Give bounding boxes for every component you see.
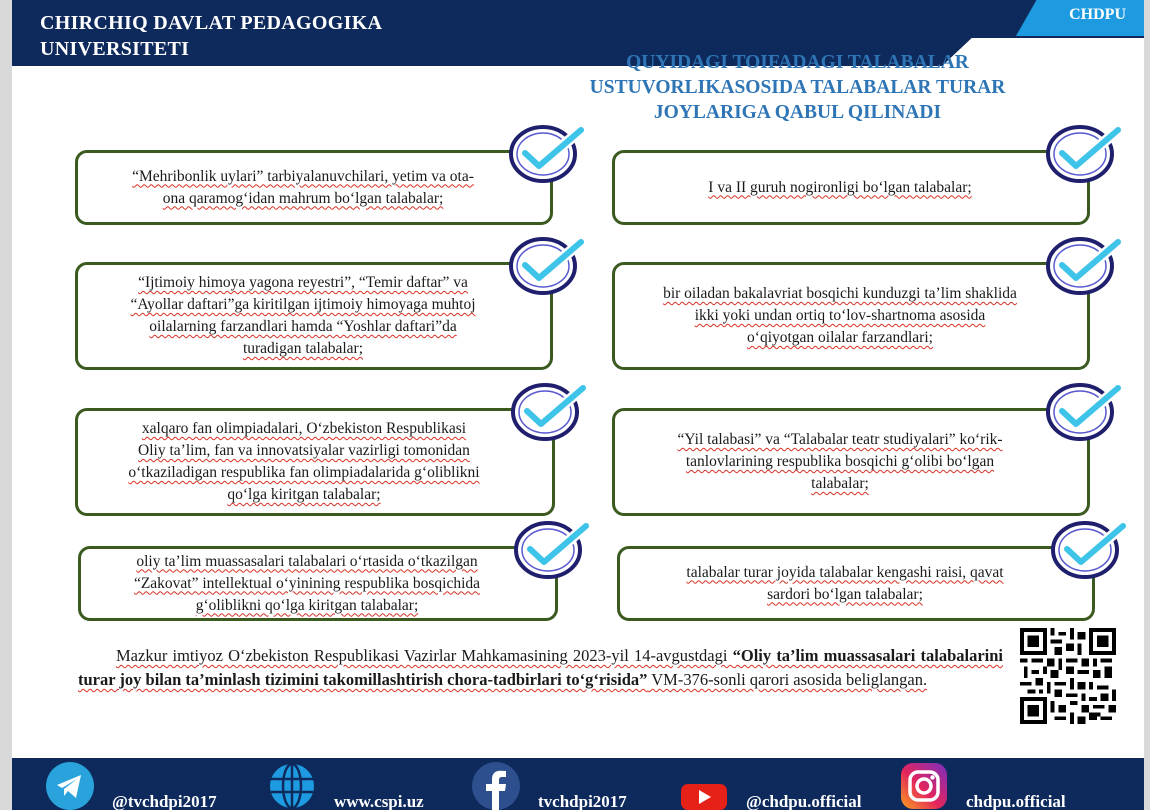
category-text-line: talabalar; [811, 475, 869, 492]
category-text-line: o‘tkaziladigan respublika fan olimpiadalarida g‘oliblikni [128, 464, 480, 481]
category-card [612, 262, 1090, 370]
social-website[interactable] [268, 762, 424, 810]
qr-code-icon [1020, 628, 1116, 724]
checkmark-icon [1046, 122, 1122, 184]
category-card [617, 546, 1095, 621]
category-card [612, 150, 1090, 225]
title-line1: QUYIDAGI TOIFADAGI TALABALAR [626, 52, 969, 73]
category-text [132, 166, 474, 210]
category-card [75, 262, 553, 370]
category-text-line: bir oiladan bakalavriat bosqichi kunduzgi ta’lim shaklida [663, 285, 1017, 302]
category-text-line: sardori bo‘lgan talabalar; [767, 585, 923, 603]
decree-paragraph [78, 644, 1003, 692]
category-text [663, 283, 1017, 349]
globe-icon [268, 762, 316, 810]
category-text [686, 562, 1003, 606]
decree-suffix: VM-376-sonli qarori asosida beliglangan. [647, 670, 928, 689]
checkmark-icon [1051, 518, 1127, 580]
category-text-line: talabalar turar joyida talabalar kengashi raisi, qavat [686, 563, 1004, 581]
category-text-line: qo‘lga kiritgan talabalar; [227, 486, 381, 503]
decree-prefix: Mazkur imtiyoz O‘zbekiston Respublikasi Vazirlar Mahkamasining 2023-yil 14-avgustdagi [116, 646, 733, 665]
category-text-line: xalqaro fan olimpiadalari, O‘zbekiston Respublikasi [141, 420, 467, 437]
checkmark-icon [509, 122, 585, 184]
checkmark-icon [511, 380, 587, 442]
telegram-handle: @tvchdpi2017 [112, 792, 217, 811]
youtube-handle: @chdpu.official [746, 792, 862, 811]
category-card [78, 546, 558, 621]
category-text-line: oliy ta’lim muassasalari talabalari o‘rtasida o‘tkazilgan [136, 552, 478, 570]
social-telegram[interactable] [46, 762, 217, 810]
instagram-icon [900, 762, 948, 810]
category-text [134, 551, 480, 617]
social-facebook[interactable] [472, 762, 627, 810]
page-frame-right [1144, 0, 1150, 810]
category-text-line: “Ayollar daftari”ga kiritilgan ijtimoiy himoyaga muhtoj [130, 296, 476, 313]
category-text-line: turadigan talabalar; [242, 340, 364, 357]
category-text [677, 429, 1002, 495]
website-link: www.cspi.uz [334, 792, 424, 811]
category-card [75, 408, 555, 516]
checkmark-icon [514, 518, 590, 580]
category-card [75, 150, 553, 225]
category-card [612, 408, 1090, 516]
brand-label: CHDPU [1069, 6, 1126, 23]
category-text-line: I va II guruh nogironligi bo‘lgan talabalar; [708, 178, 972, 196]
university-name-line1: CHIRCHIQ DAVLAT PEDAGOGIKA [40, 12, 383, 34]
category-text [128, 418, 479, 506]
social-instagram[interactable] [900, 762, 1066, 810]
checkmark-icon [1046, 380, 1122, 442]
category-text-line: “Mehribonlik uylari” tarbiyalanuvchilari, yetim va ota- [132, 167, 474, 185]
category-text-line: tanlovlarining respublika bosqichi g‘olibi bo‘lgan [685, 453, 995, 470]
category-text-line: ikki yoki undan ortiq to‘lov-shartnoma asosida [694, 307, 986, 324]
category-text-line: “Ijtimoiy himoya yagona reyestri”, “Temir daftar” va [138, 274, 468, 291]
title-line3: JOYLARIGA QABUL QILINADI [653, 102, 942, 123]
instagram-handle: chdpu.official [966, 792, 1066, 811]
telegram-icon [46, 762, 94, 810]
youtube-icon [680, 762, 728, 810]
category-text-line: ona qaramog‘idan mahrum bo‘lgan talabalar; [162, 189, 444, 207]
category-text-line: oilalarning farzandlari hamda “Yoshlar daftari”da [149, 318, 457, 335]
facebook-handle: tvchdpi2017 [538, 792, 627, 811]
category-text-line: Oliy ta’lim, fan va innovatsiyalar vazirligi tomonidan [138, 442, 470, 459]
category-text-line: “Yil talabasi” va “Talabalar teatr studiyalari” ko‘rik- [677, 431, 1003, 448]
category-text-line: g‘oliblikni qo‘lga kiritgan talabalar; [195, 596, 419, 614]
title-line2: USTUVORLIKASOSIDA TALABALAR TURAR [589, 77, 1006, 98]
facebook-icon [472, 762, 520, 810]
university-name [40, 10, 382, 62]
category-text-line: “Zakovat” intellektual o‘yinining respublika bosqichida [133, 574, 481, 592]
decree-title: “Oliy ta’lim muassasalari talabalarini turar joy bilan ta’minlash tizimini takomillashtirish chora-tadbirlari to‘g‘risida” [78, 646, 1004, 689]
category-text [708, 177, 971, 199]
page-frame-left [0, 0, 12, 810]
university-name-line2: UNIVERSITETI [40, 38, 190, 60]
category-text-line: o‘qiyotgan oilalar farzandlari; [747, 329, 933, 346]
checkmark-icon [1046, 234, 1122, 296]
category-text [130, 272, 475, 360]
social-youtube[interactable] [680, 762, 861, 810]
page-title [520, 50, 1075, 125]
checkmark-icon [509, 234, 585, 296]
